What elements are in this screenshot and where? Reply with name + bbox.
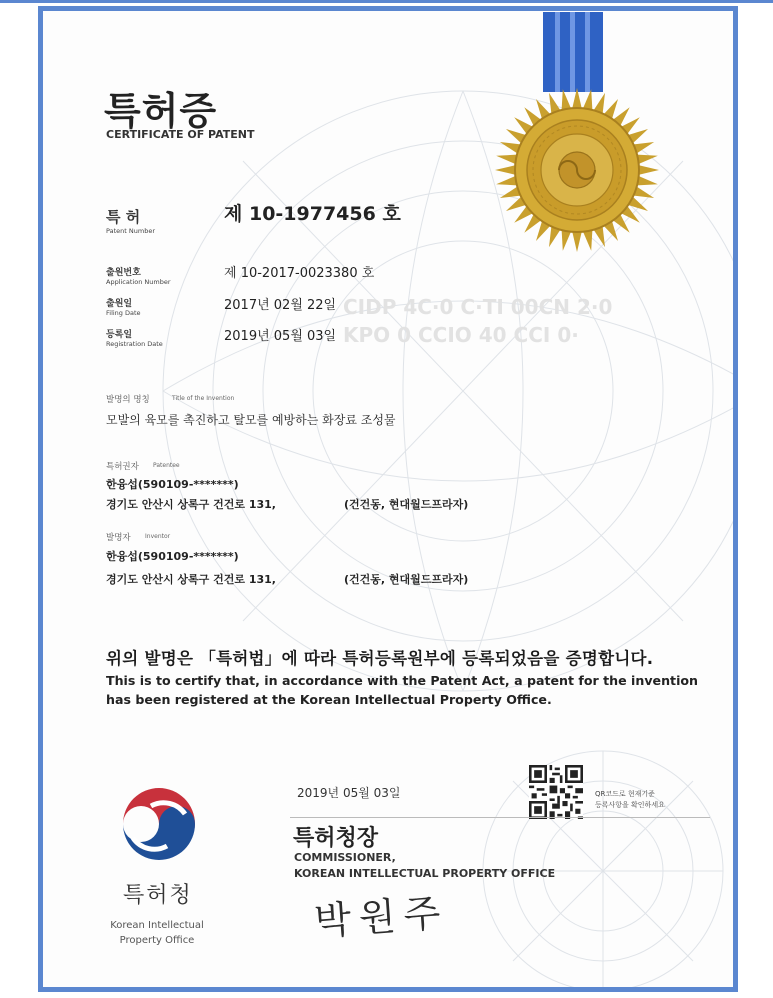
patent-number: 제 10-1977456 호 — [224, 203, 401, 225]
invention-title-label-en: Title of the Invention — [172, 395, 235, 402]
seal-ray — [572, 88, 582, 110]
issue-date: 2019년 05월 03일 — [297, 786, 401, 800]
patentee-address: 경기도 안산시 상록구 건건로 131, — [106, 498, 276, 511]
certification-statement-en-line2: has been registered at the Korean Intellectual Property Office. — [106, 692, 552, 707]
commissioner-signature: 박원주 — [312, 890, 450, 944]
certificate-title-ko: 특허증 — [104, 89, 218, 133]
inventor-address: 경기도 안산시 상록구 건건로 131, — [106, 573, 276, 586]
inventor-name: 한융섭(590109-*******) — [106, 550, 239, 563]
certification-statement-ko: 위의 발명은 「특허법」에 따라 특허등록원부에 등록되었음을 증명합니다. — [106, 649, 654, 668]
inventor-building: (건건동, 현대월드프라자) — [344, 573, 469, 586]
patentee-label-ko: 특허권자 — [106, 462, 139, 472]
invention-title: 모발의 육모를 촉진하고 탈모를 예방하는 화장료 조성물 — [106, 413, 396, 427]
application-number: 제 10-2017-0023380 호 — [224, 266, 375, 281]
patent-number-label-en: Patent Number — [106, 227, 156, 235]
filing-date: 2017년 02월 22일 — [224, 298, 337, 313]
gold-seal-icon — [492, 85, 662, 255]
commissioner-title-en-line2: KOREAN INTELLECTUAL PROPERTY OFFICE — [294, 867, 556, 880]
filing-date-label-en: Filing Date — [106, 309, 141, 317]
patentee-name: 한융섭(590109-*******) — [106, 478, 239, 491]
commissioner-title-ko: 특허청장 — [293, 826, 379, 851]
top-border-line — [0, 0, 773, 3]
ribbon-icon — [543, 12, 603, 92]
kipo-logo-icon — [118, 787, 200, 869]
filing-date-label-ko: 출원일 — [106, 299, 133, 309]
divider-line — [290, 817, 710, 818]
registration-date-label-ko: 등록일 — [106, 330, 133, 340]
seal-ray — [495, 165, 517, 175]
registration-date: 2019년 05월 03일 — [224, 329, 337, 344]
invention-title-label-ko: 발명의 명칭 — [106, 395, 150, 405]
patentee-label-en: Patentee — [153, 462, 180, 469]
registration-date-label-en: Registration Date — [106, 340, 163, 348]
certificate-title-en: CERTIFICATE OF PATENT — [106, 128, 255, 141]
office-name-en-line2: Property Office — [119, 935, 195, 946]
certification-statement-en-line1: This is to certify that, in accordance with the Patent Act, a patent for the invention — [106, 673, 699, 688]
application-number-label-ko: 출원번호 — [106, 268, 141, 278]
seal-ray — [637, 165, 659, 175]
inventor-label-en: Inventor — [145, 533, 171, 540]
qr-note-line1: QR코드로 현재기준 — [595, 790, 655, 798]
qr-note-line2: 등록사항을 확인하세요 — [595, 801, 665, 809]
commissioner-title-en-line1: COMMISSIONER, — [294, 851, 396, 864]
office-name-ko: 특허청 — [123, 883, 193, 908]
inventor-label-ko: 발명자 — [106, 533, 131, 543]
seal-ray — [572, 230, 582, 252]
qr-code-icon[interactable] — [529, 765, 583, 819]
application-number-label-en: Application Number — [106, 278, 171, 286]
patent-number-label-ko: 특 허 — [106, 208, 141, 226]
patentee-building: (건건동, 현대월드프라자) — [344, 498, 469, 511]
office-name-en-line1: Korean Intellectual — [110, 920, 204, 931]
watermark-line-1: CIDP 4C·0 C·TI 00CN 2·0 — [343, 295, 613, 319]
watermark-line-2: KPO 0 CCIO 40 CCI 0· — [343, 323, 579, 347]
